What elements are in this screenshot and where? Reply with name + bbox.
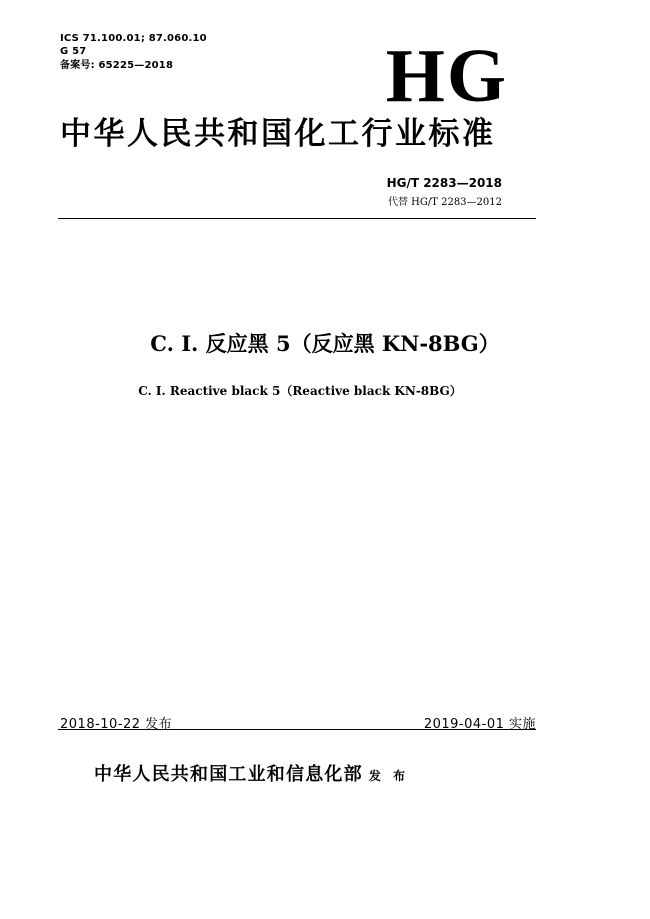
standard-title: 中华人民共和国化工行业标准 xyxy=(60,116,496,152)
issuer-suffix: 发 布 xyxy=(368,769,409,783)
ccs-code: G 57 xyxy=(60,46,87,57)
footer-divider xyxy=(58,729,536,730)
filing-number: 备案号: 65225—2018 xyxy=(60,60,174,71)
document-title-cn: C. I. 反应黑 5（反应黑 KN-8BG） xyxy=(150,331,500,356)
issuing-authority xyxy=(94,760,409,786)
standard-number: HG/T 2283—2018 xyxy=(386,176,502,190)
hg-logo: HG xyxy=(385,34,508,118)
document-title-en: C. I. Reactive black 5（Reactive black KN-8BG） xyxy=(138,384,462,398)
header-divider xyxy=(58,218,536,219)
issue-date: 2018-10-22 发布 xyxy=(60,717,173,732)
implementation-date: 2019-04-01 实施 xyxy=(423,717,536,732)
ics-code: ICS 71.100.01; 87.060.10 xyxy=(60,33,207,44)
replaces-note: 代替 HG/T 2283—2012 xyxy=(387,197,502,208)
issuer-name: 中华人民共和国工业和信息化部 xyxy=(94,764,363,785)
